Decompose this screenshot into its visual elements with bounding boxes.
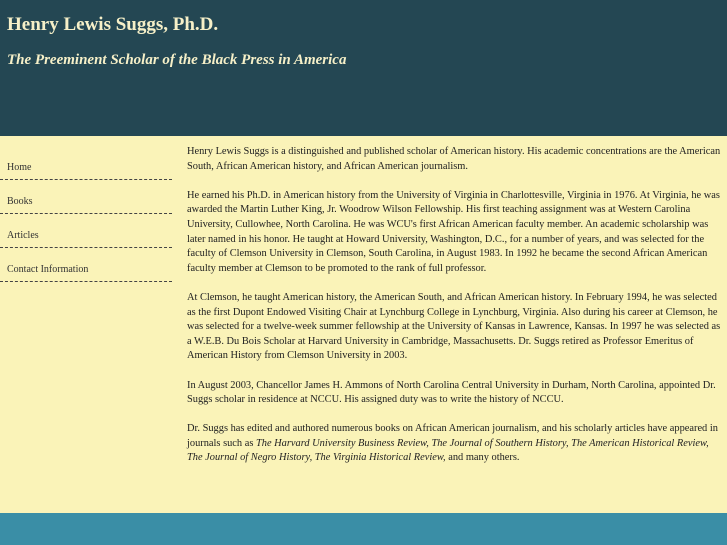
bio-paragraph-intro: Henry Lewis Suggs is a distinguished and published scholar of American history. His academic concentrations are the American South, African American history, and African American journalism. bbox=[187, 146, 721, 172]
site-footer bbox=[0, 513, 727, 545]
publications-intro: Dr. Suggs has edited and authored numerous books on African American journalism, and his scholarly articles have appeared in journals such as bbox=[187, 423, 718, 449]
publications-outro: and many others. bbox=[448, 452, 520, 464]
site-header bbox=[0, 0, 727, 136]
bio-paragraph-publications bbox=[187, 422, 721, 466]
bio-paragraph-education: He earned his Ph.D. in American history from the University of Virginia in Charlottesville, Virginia in 1976. At Virginia, he was awarded the Martin Luther King, Jr. Woodrow Wilson Fellowship. His first teaching assignment was at Western Carolina University, Cullowhee, North Carolina. He was WCU's first African American faculty member. An academic scholarship was later named in his honor. He taught at Howard University, Washington, D.C., for a number of years, and was selected for the faculty of Clemson University in Clemson, South Carolina, in August 1983. In 1992 he became the second African American faculty member at Clemson to be promoted to the rank of full professor. bbox=[187, 189, 720, 274]
sidebar-nav bbox=[0, 146, 172, 282]
journal-title: The Virginia Historical Review, bbox=[314, 452, 446, 464]
nav-item-articles[interactable]: Articles bbox=[0, 214, 172, 248]
journal-title: The Journal of Southern History, bbox=[431, 437, 569, 449]
journal-title: The Harvard University Business Review, bbox=[255, 437, 429, 449]
site-tagline: The Preeminent Scholar of the Black Press in America bbox=[7, 52, 347, 68]
main-content bbox=[187, 145, 721, 481]
nav-item-books[interactable]: Books bbox=[0, 180, 172, 214]
journal-title: The Journal of Negro History, bbox=[187, 452, 313, 464]
nav-item-home[interactable]: Home bbox=[0, 146, 172, 180]
site-title: Henry Lewis Suggs, Ph.D. bbox=[7, 14, 219, 35]
nav-item-contact-information[interactable]: Contact Information bbox=[0, 248, 172, 282]
journal-title: The American Historical Review, bbox=[571, 437, 709, 449]
bio-paragraph-clemson: At Clemson, he taught American history, the American South, and African American history. In February 1994, he was selected as the first Dupont Endowed Visiting Chair at Lynchburg College in Lynchburg, Virginia. Also during his career at Clemson, he was selected for a twelve-week summer fellowship at the University of Kansas in Lawrence, Kansas. In 1997 he was selected as a W.E.B. Du Bois Scholar at Harvard University in Cambridge, Massachusetts. Dr. Suggs retired as Professor Emeritus of American History from Clemson University in 2003. bbox=[187, 291, 721, 362]
bio-paragraph-nccu: In August 2003, Chancellor James H. Ammons of North Carolina Central University in Durham, North Carolina, appointed Dr. Suggs scholar in residence at NCCU. His assigned duty was to write the history of NCCU. bbox=[187, 379, 716, 406]
